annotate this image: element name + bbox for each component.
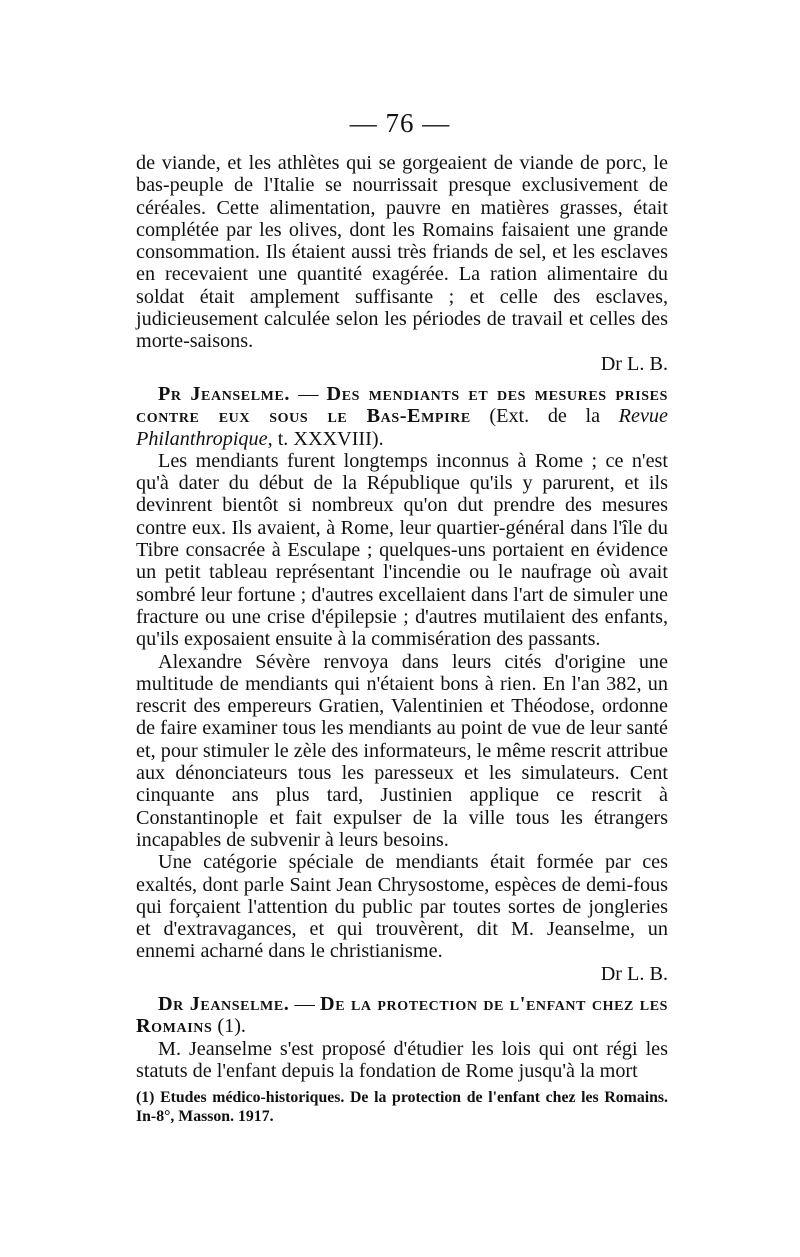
article1-paragraph: Alexandre Sévère renvoya dans leurs cités d'origine une multitude de mendiants qui n'étaient bons à rien. En l'an 382, un rescrit des empereurs Gratien, Valentinien et Théodose, ordonne de faire examiner tous les mendiants au point de vue de leur santé et, pour stimuler le zèle des informateurs, le même rescrit attribue aux dénonciateurs tous les paresseux et les simulateurs. Cent cinquante ans plus tard, Justinien applique ce rescrit à Constantinople et fait expulser de la ville tous les étrangers incapables de subvenir à leurs besoins. (136, 650, 668, 851)
article2-heading (136, 993, 668, 1038)
article1-dash: — (290, 382, 327, 405)
article1-title: Des mendiants et des mesures prises contre eux sous le Bas-Empire (136, 382, 668, 428)
article2-author: Dr Jeanselme. (158, 992, 290, 1015)
intro-signature: Dr L. B. (600, 352, 668, 375)
page-number: — 76 — (349, 108, 451, 138)
article1-source-journal: Revue Philanthropique (136, 405, 668, 450)
spacer (136, 985, 668, 993)
article2-note-ref: (1). (212, 1015, 246, 1038)
article1-source-open: (Ext. de la (470, 405, 619, 428)
article1-signature: Dr L. B. (600, 962, 668, 985)
article1-heading (136, 383, 668, 450)
article1-paragraph: Une catégorie spéciale de mendiants était formée par ces exaltés, dont parle Saint Jean Chrysostome, espèces de demi-fous qui forçaient l'attention du public par toutes sortes de jongleries et d'extravagances, et qui trouvèrent, dit M. Jeanselme, un ennemi acharné dans le christianisme. (136, 851, 668, 963)
article1-source-close: , t. XXXVIII). (267, 427, 384, 450)
spacer (136, 375, 668, 383)
article2-title: De la protection de l'enfant chez les Romains (136, 992, 669, 1038)
article2-dash: — (289, 992, 321, 1015)
footnote: (1) Etudes médico-historiques. De la protection de l'enfant chez les Romains. In-8°, Masson. 1917. (136, 1089, 668, 1125)
intro-paragraph: de viande, et les athlètes qui se gorgeaient de viande de porc, le bas-peuple de l'Italie se nourrissait presque exclusivement de céréales. Cette alimentation, pauvre en matières grasses, était complétée par les olives, dont les Romains faisaient une grande consommation. Ils étaient aussi très friands de sel, et les esclaves en recevaient une quantité exagérée. La ration alimentaire du soldat était amplement suffisante ; et celle des esclaves, judicieusement calculée selon les périodes de travail et celles des morte-saisons. (136, 152, 668, 353)
article1-author: Pr Jeanselme. (158, 382, 291, 405)
body-text (136, 152, 668, 1082)
article2-paragraph: M. Jeanselme s'est proposé d'étudier les lois qui ont régi les statuts de l'enfant depuis la fondation de Rome jusqu'à la mort (136, 1037, 668, 1082)
article1-paragraph: Les mendiants furent longtemps inconnus à Rome ; ce n'est qu'à dater du début de la République qu'ils y parurent, et ils devinrent bientôt si nombreux qu'on dut prendre des mesures contre eux. Ils avaient, à Rome, leur quartier-général dans l'île du Tibre consacrée à Esculape ; quelques-uns portaient en évidence un petit tableau représentant l'incendie ou le naufrage où avait sombré leur fortune ; d'autres excellaient dans l'art de simuler une fracture ou une crise d'épilepsie ; d'autres mutilaient des enfants, qu'ils exposaient ensuite à la commisération des passants. (136, 449, 668, 651)
